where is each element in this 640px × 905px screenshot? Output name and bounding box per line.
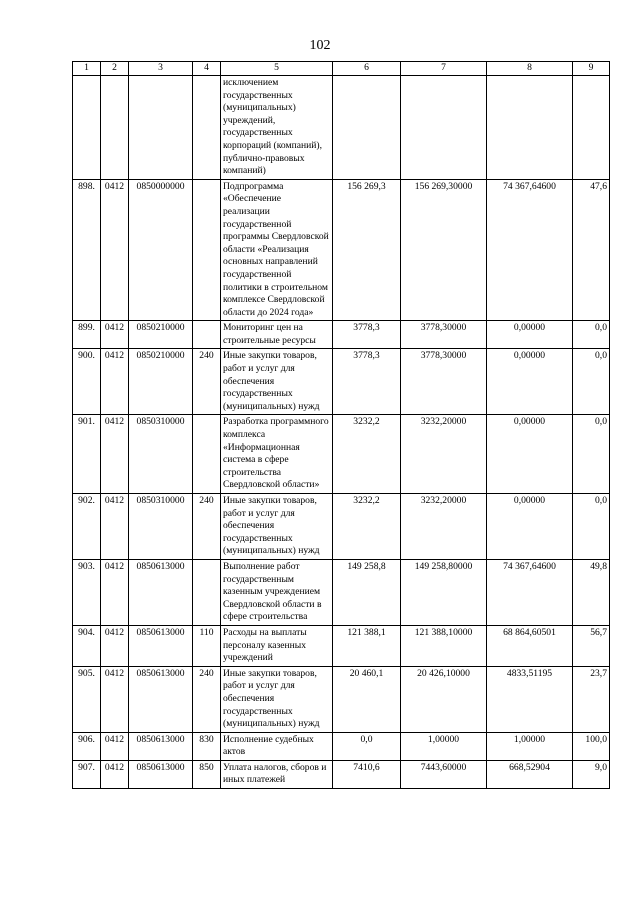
column-header: 7 (401, 62, 487, 76)
table-row (73, 559, 610, 625)
item-name-cell: Разработка программного комплекса «Информационная система в сфере строительства Свердловской области» (221, 415, 333, 494)
target-code-cell: 0850210000 (129, 349, 193, 415)
expense-kind-cell: 850 (193, 760, 221, 788)
section-code-cell: 0412 (101, 732, 129, 760)
executed-amount-cell: 4833,51195 (487, 666, 573, 732)
column-header: 6 (333, 62, 401, 76)
executed-amount-cell: 668,52904 (487, 760, 573, 788)
budget-table (72, 61, 610, 789)
row-number-cell: 906. (73, 732, 101, 760)
item-name-cell: Мониторинг цен на строительные ресурсы (221, 321, 333, 349)
column-header: 8 (487, 62, 573, 76)
row-number-cell: 905. (73, 666, 101, 732)
row-number-cell: 903. (73, 559, 101, 625)
column-header: 2 (101, 62, 129, 76)
executed-amount-cell: 0,00000 (487, 494, 573, 560)
row-number-cell (73, 76, 101, 180)
expense-kind-cell: 240 (193, 494, 221, 560)
target-code-cell (129, 76, 193, 180)
expense-kind-cell: 830 (193, 732, 221, 760)
item-name-cell: Иные закупки товаров, работ и услуг для обеспечения государственных (муниципальных) нужд (221, 349, 333, 415)
executed-amount-cell (487, 76, 573, 180)
section-code-cell: 0412 (101, 625, 129, 666)
row-number-cell: 907. (73, 760, 101, 788)
table-row (73, 666, 610, 732)
plan-amount-cell: 20 460,1 (333, 666, 401, 732)
target-code-cell: 0850613000 (129, 666, 193, 732)
plan-amount-cell: 3232,2 (333, 415, 401, 494)
row-number-cell: 898. (73, 179, 101, 321)
section-code-cell: 0412 (101, 760, 129, 788)
table-row (73, 760, 610, 788)
percent-cell: 0,0 (573, 415, 610, 494)
adjusted-amount-cell: 121 388,10000 (401, 625, 487, 666)
section-code-cell (101, 76, 129, 180)
target-code-cell: 0850613000 (129, 559, 193, 625)
plan-amount-cell: 156 269,3 (333, 179, 401, 321)
header-row (73, 62, 610, 76)
section-code-cell: 0412 (101, 349, 129, 415)
table-row (73, 494, 610, 560)
column-header: 3 (129, 62, 193, 76)
target-code-cell: 0850310000 (129, 494, 193, 560)
item-name-cell: Выполнение работ государственным казенным учреждением Свердловской области в сфере строительства (221, 559, 333, 625)
plan-amount-cell (333, 76, 401, 180)
adjusted-amount-cell: 7443,60000 (401, 760, 487, 788)
plan-amount-cell: 121 388,1 (333, 625, 401, 666)
plan-amount-cell: 0,0 (333, 732, 401, 760)
expense-kind-cell (193, 321, 221, 349)
expense-kind-cell: 240 (193, 666, 221, 732)
column-header: 4 (193, 62, 221, 76)
table-row (73, 415, 610, 494)
target-code-cell: 0850613000 (129, 625, 193, 666)
table-row (73, 349, 610, 415)
row-number-cell: 904. (73, 625, 101, 666)
row-number-cell: 899. (73, 321, 101, 349)
plan-amount-cell: 3778,3 (333, 321, 401, 349)
expense-kind-cell: 240 (193, 349, 221, 415)
percent-cell: 47,6 (573, 179, 610, 321)
percent-cell: 0,0 (573, 321, 610, 349)
row-number-cell: 900. (73, 349, 101, 415)
target-code-cell: 0850310000 (129, 415, 193, 494)
target-code-cell: 0850613000 (129, 732, 193, 760)
adjusted-amount-cell: 1,00000 (401, 732, 487, 760)
plan-amount-cell: 7410,6 (333, 760, 401, 788)
executed-amount-cell: 1,00000 (487, 732, 573, 760)
adjusted-amount-cell: 3778,30000 (401, 321, 487, 349)
adjusted-amount-cell: 156 269,30000 (401, 179, 487, 321)
item-name-cell: Уплата налогов, сборов и иных платежей (221, 760, 333, 788)
percent-cell: 56,7 (573, 625, 610, 666)
column-header: 5 (221, 62, 333, 76)
percent-cell: 0,0 (573, 349, 610, 415)
percent-cell: 23,7 (573, 666, 610, 732)
percent-cell: 0,0 (573, 494, 610, 560)
column-header: 1 (73, 62, 101, 76)
adjusted-amount-cell: 149 258,80000 (401, 559, 487, 625)
section-code-cell: 0412 (101, 494, 129, 560)
adjusted-amount-cell: 3232,20000 (401, 494, 487, 560)
item-name-cell: Иные закупки товаров, работ и услуг для обеспечения государственных (муниципальных) нужд (221, 666, 333, 732)
plan-amount-cell: 3232,2 (333, 494, 401, 560)
section-code-cell: 0412 (101, 559, 129, 625)
adjusted-amount-cell: 3778,30000 (401, 349, 487, 415)
page-number: 102 (309, 38, 331, 53)
adjusted-amount-cell: 3232,20000 (401, 415, 487, 494)
expense-kind-cell: 110 (193, 625, 221, 666)
target-code-cell: 0850613000 (129, 760, 193, 788)
item-name-cell: Иные закупки товаров, работ и услуг для обеспечения государственных (муниципальных) нужд (221, 494, 333, 560)
section-code-cell: 0412 (101, 179, 129, 321)
percent-cell: 9,0 (573, 760, 610, 788)
adjusted-amount-cell: 20 426,10000 (401, 666, 487, 732)
percent-cell (573, 76, 610, 180)
executed-amount-cell: 74 367,64600 (487, 559, 573, 625)
row-number-cell: 901. (73, 415, 101, 494)
percent-cell: 100,0 (573, 732, 610, 760)
table-row (73, 625, 610, 666)
row-number-cell: 902. (73, 494, 101, 560)
expense-kind-cell (193, 179, 221, 321)
executed-amount-cell: 0,00000 (487, 415, 573, 494)
plan-amount-cell: 3778,3 (333, 349, 401, 415)
section-code-cell: 0412 (101, 321, 129, 349)
table-row (73, 179, 610, 321)
table-row (73, 76, 610, 180)
executed-amount-cell: 0,00000 (487, 349, 573, 415)
target-code-cell: 0850000000 (129, 179, 193, 321)
percent-cell: 49,8 (573, 559, 610, 625)
item-name-cell: Расходы на выплаты персоналу казенных учреждений (221, 625, 333, 666)
item-name-cell: Исполнение судебных актов (221, 732, 333, 760)
executed-amount-cell: 68 864,60501 (487, 625, 573, 666)
section-code-cell: 0412 (101, 666, 129, 732)
table-row (73, 732, 610, 760)
expense-kind-cell (193, 76, 221, 180)
table-row (73, 321, 610, 349)
adjusted-amount-cell (401, 76, 487, 180)
item-name-cell: Подпрограмма «Обеспечение реализации государственной программы Свердловской области «Реализация основных направлений государственной политики в строительном комплексе Свердловской области до 2024 года» (221, 179, 333, 321)
expense-kind-cell (193, 415, 221, 494)
executed-amount-cell: 0,00000 (487, 321, 573, 349)
target-code-cell: 0850210000 (129, 321, 193, 349)
executed-amount-cell: 74 367,64600 (487, 179, 573, 321)
item-name-cell: исключением государственных (муниципальных) учреждений, государственных корпораций (компаний), публично-правовых компаний) (221, 76, 333, 180)
section-code-cell: 0412 (101, 415, 129, 494)
plan-amount-cell: 149 258,8 (333, 559, 401, 625)
column-header: 9 (573, 62, 610, 76)
expense-kind-cell (193, 559, 221, 625)
